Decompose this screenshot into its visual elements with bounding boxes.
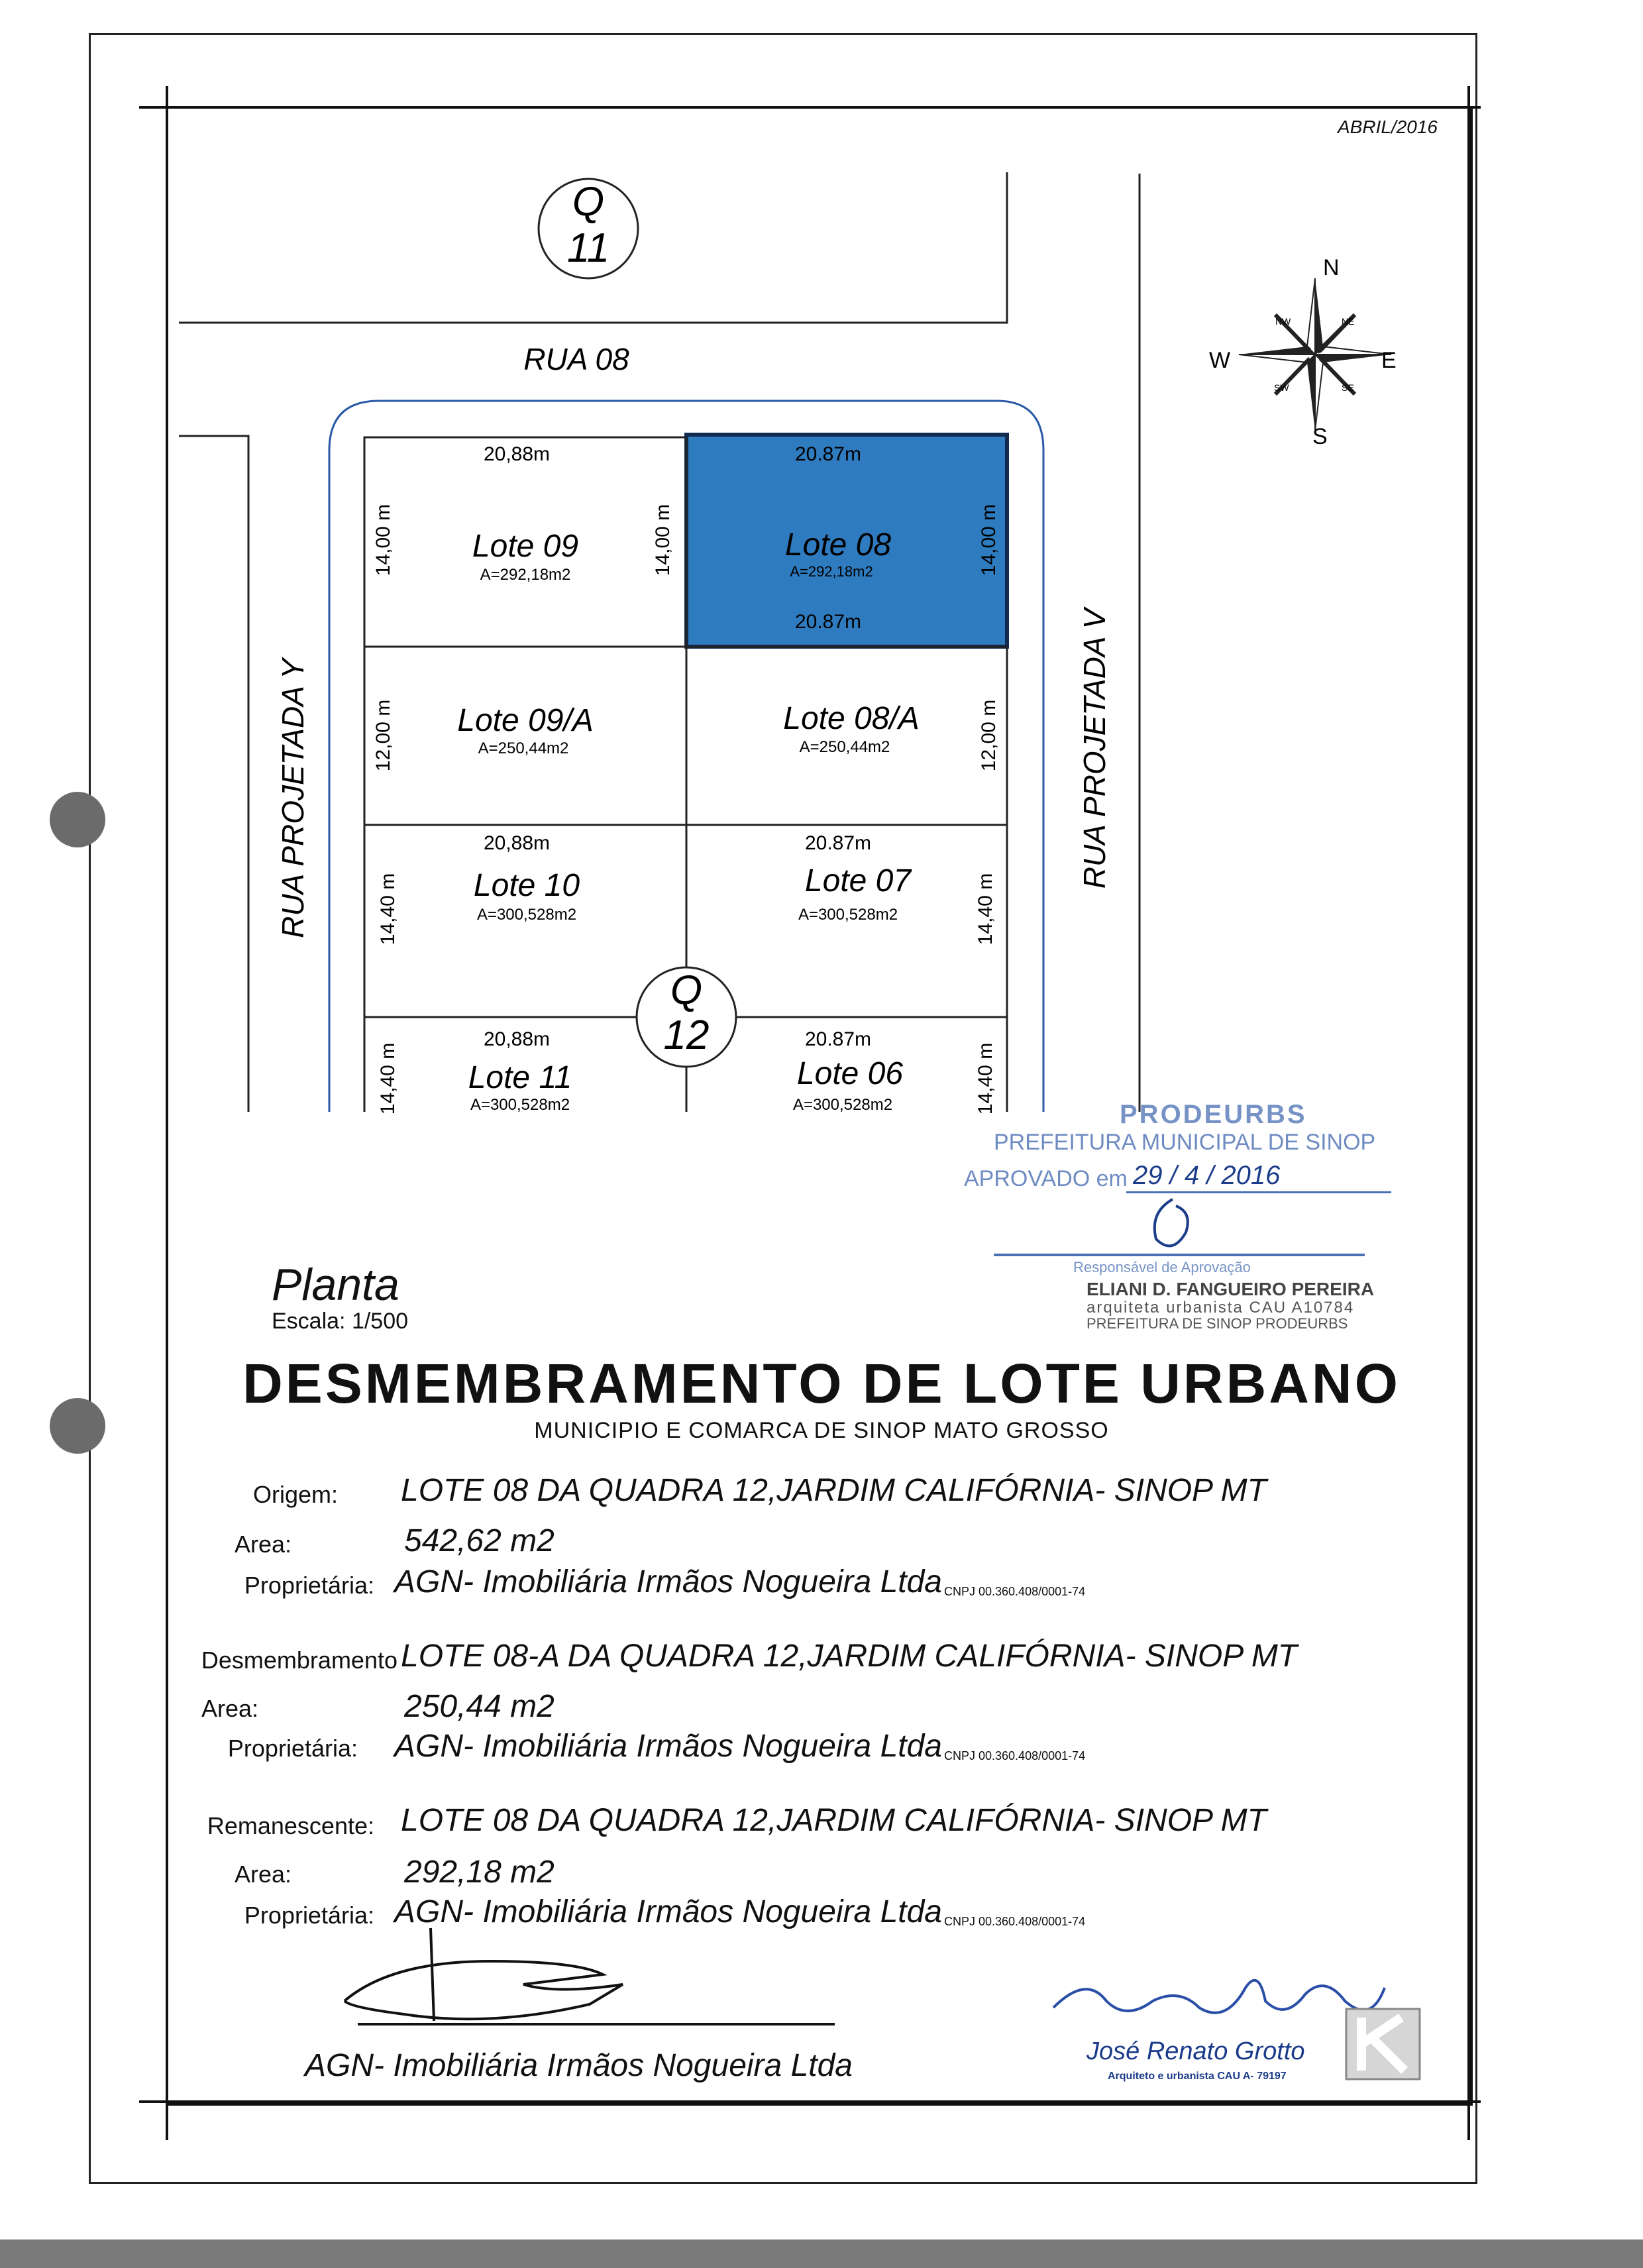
compass-nw: NW <box>1275 316 1291 327</box>
lot-09a-name: Lote 09/A <box>457 703 594 738</box>
planta-label: Planta <box>272 1260 399 1310</box>
origem-label: Origem: <box>252 1481 338 1508</box>
quadra-12-q: Q <box>670 967 703 1013</box>
lot-10-name: Lote 10 <box>473 868 580 903</box>
lot-09a-area: A=250,44m2 <box>478 739 569 757</box>
dim-lot11-height: 14,40 m <box>377 1042 399 1115</box>
remanescente-owner: AGN- Imobiliária Irmãos Nogueira Ltda <box>394 1894 942 1929</box>
stamp-role: arquiteta urbanista CAU A10784 <box>1086 1299 1355 1317</box>
compass-s: S <box>1312 424 1328 449</box>
dim-lot06-height: 14,40 m <box>975 1042 996 1115</box>
dim-lot10-height: 14,40 m <box>377 873 399 945</box>
dim-lot07-width: 20.87m <box>804 832 872 854</box>
compass-n: N <box>1323 255 1340 280</box>
remanescente-label: Remanescente: <box>207 1812 374 1839</box>
lot-09-area: A=292,18m2 <box>480 566 571 584</box>
stamp-date: 29 / 4 / 2016 <box>1133 1161 1281 1190</box>
stamp-signature-mark <box>1146 1193 1199 1259</box>
lot-10-area: A=300,528m2 <box>476 906 577 924</box>
remanescente-area-label: Area: <box>234 1861 292 1888</box>
street-rua-08: RUA 08 <box>523 342 629 376</box>
lot-08a-name: Lote 08/A <box>783 701 920 736</box>
remanescente-owner-label: Proprietária: <box>244 1902 374 1929</box>
stamp-name: ELIANI D. FANGUEIRO PEREIRA <box>1086 1279 1375 1299</box>
lot-09-name: Lote 09 <box>472 529 579 564</box>
desmembramento-value: LOTE 08-A DA QUADRA 12,JARDIM CALIFÓRNIA- SINOP MT <box>401 1639 1298 1674</box>
origem-value: LOTE 08 DA QUADRA 12,JARDIM CALIFÓRNIA- SINOP MT <box>401 1473 1267 1508</box>
compass-sw: SW <box>1274 382 1289 393</box>
origem-owner-label: Proprietária: <box>244 1572 374 1599</box>
stamp-city: PREFEITURA MUNICIPAL DE SINOP <box>994 1130 1376 1155</box>
lot-08-area: A=292,18m2 <box>790 563 873 580</box>
desmembramento-label: Desmembramento <box>201 1647 398 1674</box>
lot-06-area: A=300,528m2 <box>792 1096 893 1114</box>
desmembramento-owner-label: Proprietária: <box>227 1735 358 1762</box>
lot-07-area: A=300,528m2 <box>798 906 898 924</box>
dim-lot06-width: 20.87m <box>804 1028 872 1050</box>
compass-se: SE <box>1342 382 1354 393</box>
lot-08a-area: A=250,44m2 <box>799 738 890 756</box>
quadra-11-number: 11 <box>566 225 610 271</box>
scale-label: Escala: 1/500 <box>272 1309 409 1334</box>
origem-owner: AGN- Imobiliária Irmãos Nogueira Ltda <box>394 1564 942 1599</box>
owner-signature-name: AGN- Imobiliária Irmãos Nogueira Ltda <box>305 2048 853 2083</box>
site-plan <box>0 0 1643 1126</box>
remanescente-area: 292,18 m2 <box>404 1855 555 1890</box>
stamp-dept: PREFEITURA DE SINOP PRODEURBS <box>1086 1315 1348 1332</box>
dim-lot07-height: 14,40 m <box>975 873 996 945</box>
origem-cnpj: CNPJ 00.360.408/0001-74 <box>944 1585 1086 1598</box>
lot-08-name: Lote 08 <box>784 527 892 563</box>
remanescente-value: LOTE 08 DA QUADRA 12,JARDIM CALIFÓRNIA- SINOP MT <box>401 1803 1267 1838</box>
desmembramento-owner: AGN- Imobiliária Irmãos Nogueira Ltda <box>394 1729 942 1764</box>
quadra-12-number: 12 <box>663 1012 710 1058</box>
desmembramento-area-label: Area: <box>201 1695 258 1722</box>
dim-lot09-width: 20,88m <box>483 443 551 465</box>
remanescente-cnpj: CNPJ 00.360.408/0001-74 <box>944 1915 1086 1928</box>
street-rua-projetada-y: RUA PROJETADA Y <box>276 659 310 938</box>
dim-lot09-height-right: 14,00 m <box>652 504 674 576</box>
desmembramento-cnpj: CNPJ 00.360.408/0001-74 <box>944 1749 1086 1762</box>
architect-signature-mark <box>1047 1961 1391 2041</box>
dim-lot10-width: 20,88m <box>483 832 551 854</box>
frame-line-bottom <box>139 2100 1481 2103</box>
date-label: ABRIL/2016 <box>1338 117 1438 137</box>
dim-lot09-height: 14,00 m <box>372 504 394 576</box>
lot-11-name: Lote 11 <box>468 1060 572 1095</box>
quadra-11-q: Q <box>572 179 605 225</box>
lot-11-area: A=300,528m2 <box>470 1096 570 1114</box>
left-street-edge <box>179 436 248 1112</box>
origem-area: 542,62 m2 <box>404 1523 555 1558</box>
architect-signature-name: José Renato Grotto <box>1086 2037 1305 2065</box>
compass-ne: NE <box>1342 316 1355 327</box>
dim-lot11-width: 20,88m <box>483 1028 551 1050</box>
architect-signature-credentials: Arquiteto e urbanista CAU A- 79197 <box>1108 2071 1287 2082</box>
dim-lot08a-height: 12,00 m <box>978 699 1000 772</box>
desmembramento-area: 250,44 m2 <box>404 1689 555 1724</box>
dim-lot08-width-bottom: 20.87m <box>794 611 862 633</box>
document-subtitle: MUNICIPIO E COMARCA DE SINOP MATO GROSSO <box>534 1418 1109 1443</box>
architect-logo-icon <box>1345 2008 1421 2080</box>
approval-stamp <box>954 1100 1411 1332</box>
dim-lot08-height: 14,00 m <box>978 504 1000 576</box>
lot-06-name: Lote 06 <box>796 1056 904 1091</box>
street-rua-projetada-v: RUA PROJETADA V <box>1077 608 1112 889</box>
scan-bottom-edge <box>0 2240 1643 2268</box>
origem-area-label: Area: <box>234 1531 292 1558</box>
stamp-responsible: Responsável de Aprovação <box>1073 1259 1251 1275</box>
dim-lot09a-height: 12,00 m <box>372 699 394 772</box>
owner-signature-mark <box>325 1921 855 2054</box>
document-title: DESMEMBRAMENTO DE LOTE URBANO <box>242 1352 1401 1415</box>
compass-e: E <box>1381 348 1397 373</box>
dim-lot08-width-top: 20.87m <box>794 443 862 465</box>
lot-07-name: Lote 07 <box>804 863 912 898</box>
stamp-approved: APROVADO em <box>964 1166 1128 1191</box>
stamp-org: PRODEURBS <box>1120 1100 1307 1129</box>
compass-rose-icon <box>1209 255 1397 449</box>
compass-w: W <box>1209 348 1231 373</box>
